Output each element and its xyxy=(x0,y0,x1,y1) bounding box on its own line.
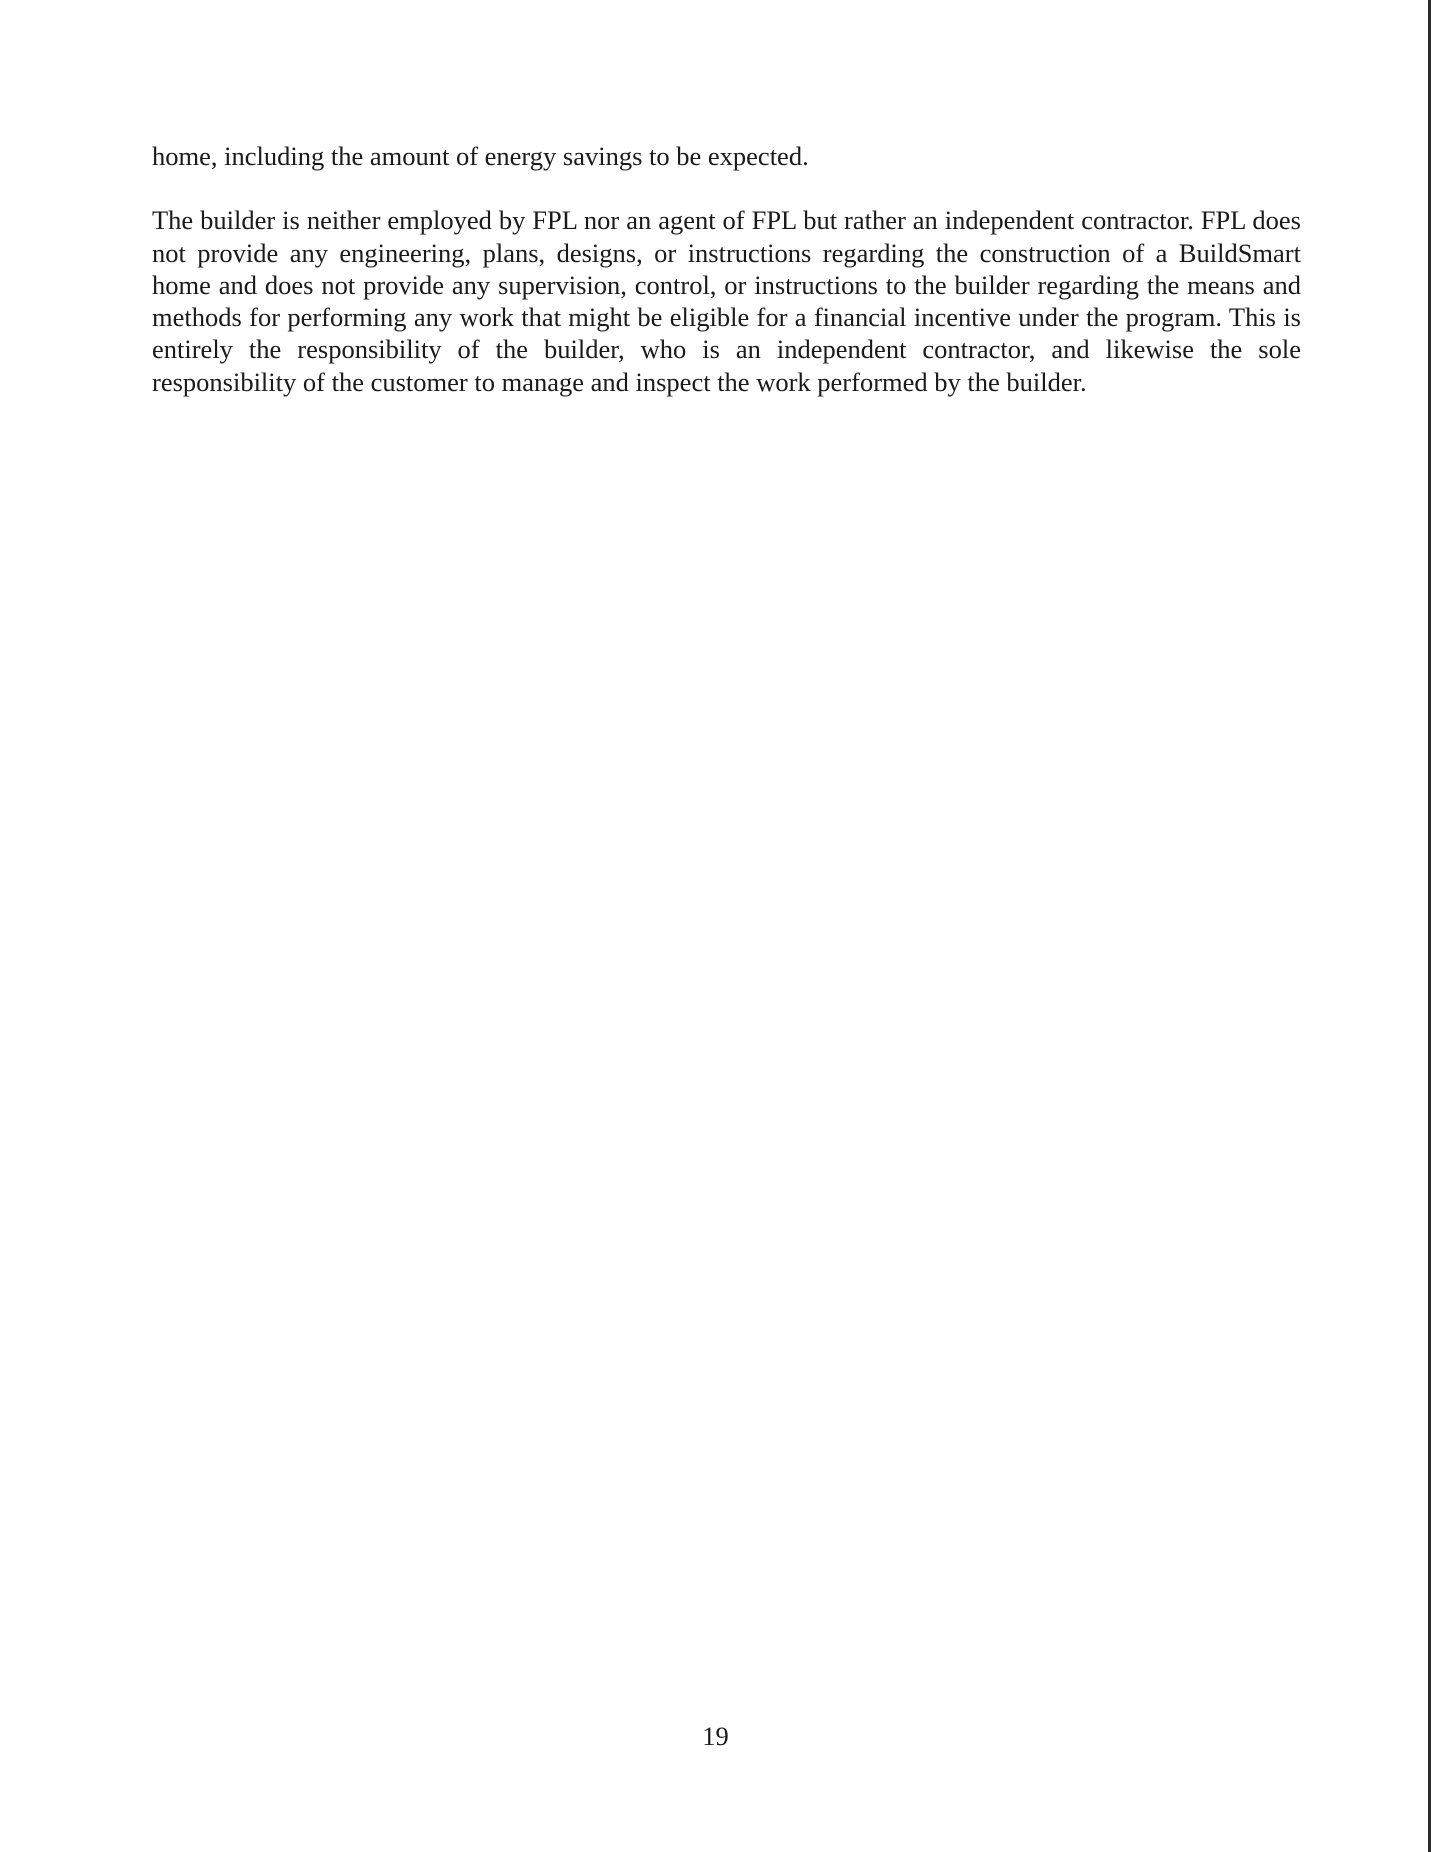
paragraph-continuation: home, including the amount of energy savings to be expected. xyxy=(152,141,809,171)
paragraph-builder-responsibility: The builder is neither employed by FPL nor an agent of FPL but rather an independent contractor. FPL does not provide any engineering, plans, designs, or instructions regarding the construction of a BuildSmart home and does not provide any supervision, control, or instructions to the builder regarding the means and methods for performing any work that might be eligible for a financial incentive under the program. This is entirely the responsibility of the builder, who is an independent contractor, and likewise the sole responsibility of the customer to manage and inspect the work performed by the builder. xyxy=(152,205,1301,397)
document-body xyxy=(152,140,1301,398)
page-number: 19 xyxy=(702,1721,729,1751)
